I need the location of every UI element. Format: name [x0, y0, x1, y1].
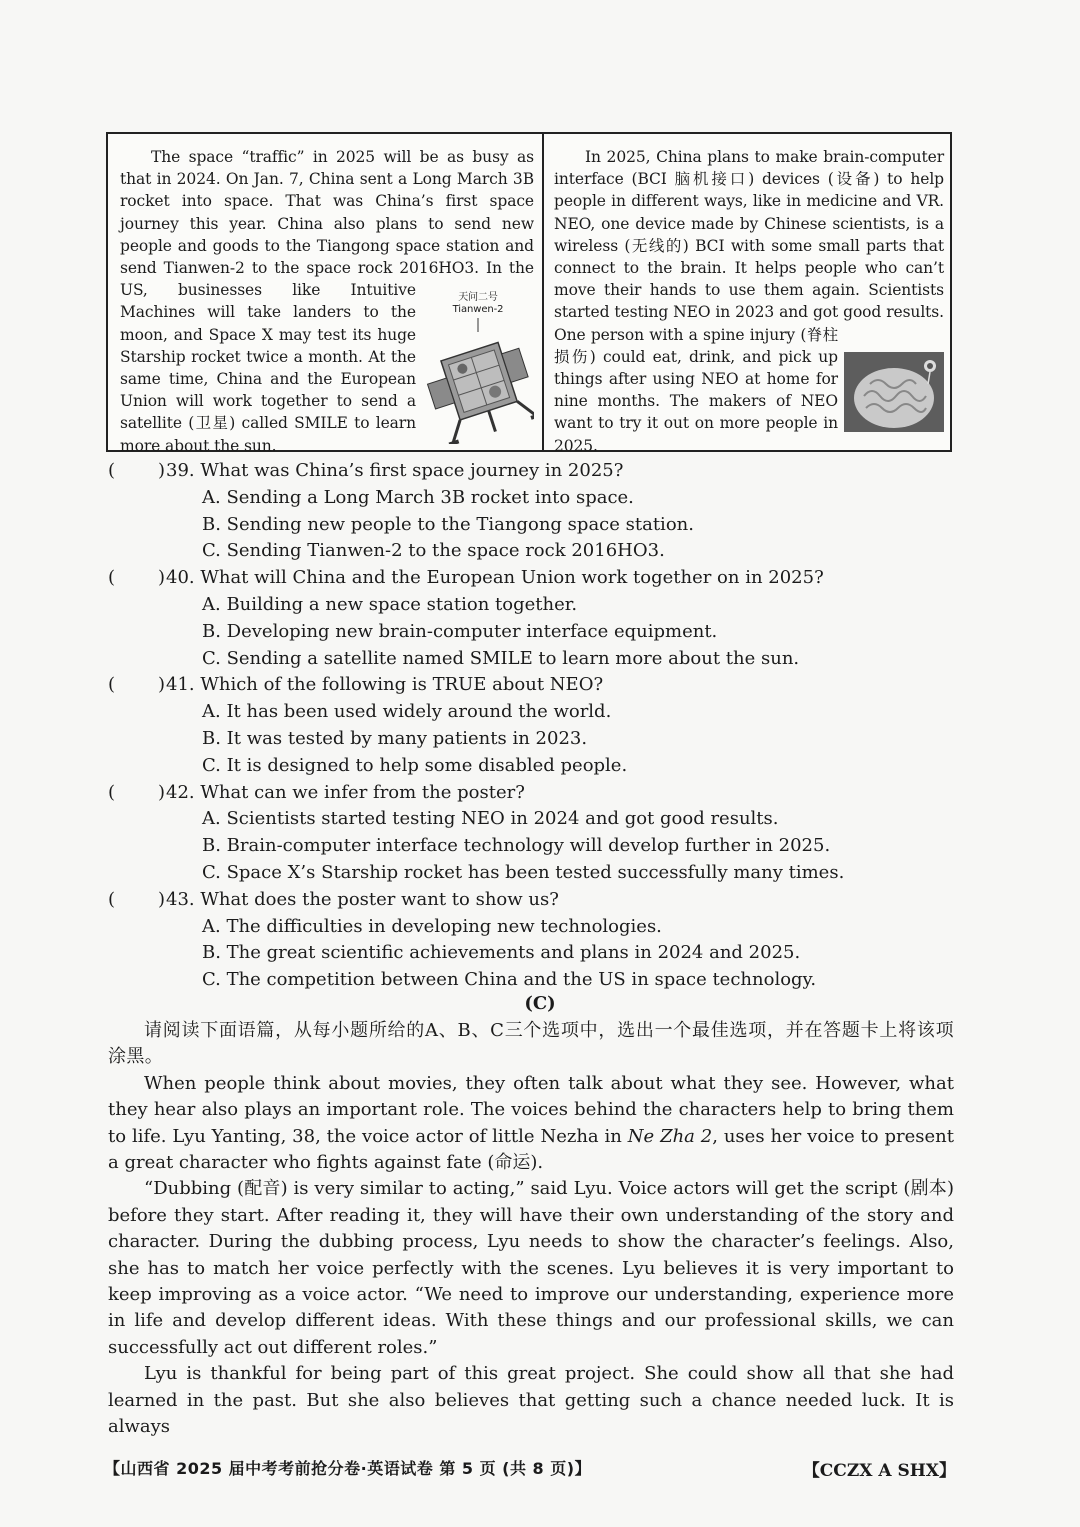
question-41	[108, 672, 958, 779]
option-c: C. Sending a satellite named SMILE to learn more about the sun.	[202, 647, 800, 669]
poster-column-divider	[542, 134, 544, 450]
option-c: C. Space X’s Starship rocket has been tested successfully many times.	[202, 861, 845, 883]
brain-illustration	[844, 352, 944, 432]
option-c: C. The competition between China and the US in space technology.	[202, 969, 817, 991]
option-a: A. It has been used widely around the world.	[202, 701, 612, 723]
question-40	[108, 565, 958, 672]
tianwen-caption-cn: 天问二号	[458, 292, 498, 303]
movie-title: Ne Zha 2	[627, 1125, 713, 1147]
option-b: B. Sending new people to the Tiangong space station.	[202, 513, 694, 535]
answer-paren-open: (	[108, 888, 116, 910]
answer-paren-open: (	[108, 674, 116, 696]
answer-paren-close: )	[158, 888, 166, 910]
footer-code: 【CCZX A SHX】	[802, 1461, 956, 1481]
poster-right-text: In 2025, China plans to make brain-computer interface (BCI 脑机接口) devices (设备) to help people in different ways, like in medicine and VR. NEO, one device made by Chinese scientists, is a wireless (无线的) BCI with some small parts that connect to the brain. It helps people who can’t move their hands to use them again. Scientists started testing NEO in 2023 and got good results. One person with a spine injury (脊柱损伤) could eat, drink, and pick up things after using NEO at home for nine months. The makers of NEO want to try it out on more people in 2025.	[554, 148, 944, 455]
poster-left-text: The space “traffic” in 2025 will be as busy as that in 2024. On Jan. 7, China sent a Long March 3B rocket into space. That was China’s first space journey this year. China also plans to send new people and goods to the Tiangong space station and send Tianwen-2 to the space rock 2016HO3. In the US, businesses like Intuitive Machines will take landers to the moon, and Space X may test its huge Starship rocket twice a month. At the same time, China and the European Union will work together to send a satellite (卫星) called SMILE to learn more about the sun.	[120, 148, 534, 455]
page-footer	[104, 1456, 956, 1484]
answer-paren-open: (	[108, 781, 116, 803]
paragraph-text: When people think about movies, they often talk about what they see. However, what they hear also plays an important role. The voices behind the characters help to bring them to life. Lyu Yanting, 38, the voice actor of little Nezha in	[108, 1072, 954, 1147]
option-a: A. Scientists started testing NEO in 2024 and got good results.	[202, 808, 779, 830]
question-stem: 43. What does the poster want to show us?	[166, 888, 559, 910]
option-a: A. The difficulties in developing new technologies.	[202, 915, 662, 937]
answer-paren-close: )	[158, 567, 166, 589]
brain-device-image	[844, 352, 944, 432]
question-stem: 41. Which of the following is TRUE about NEO?	[166, 674, 604, 696]
paragraph-text: , uses her voice to present a great character who fights against fate (命运).	[108, 1125, 954, 1174]
reading-passage-c	[108, 1018, 954, 1441]
question-43	[108, 887, 958, 994]
answer-paren-open: (	[108, 460, 116, 481]
section-instruction: 请阅读下面语篇，从每小题所给的A、B、C三个选项中，选出一个最佳选项，并在答题卡上将该项涂黑。	[108, 1020, 954, 1068]
answer-paren-close: )	[158, 674, 166, 696]
passage-paragraph-3: Lyu is thankful for being part of this great project. She could show all that she had learned in the past. But she also believes that getting such a chance needed luck. It is always	[108, 1363, 954, 1438]
question-39	[108, 458, 958, 565]
poster-right-column	[554, 146, 944, 457]
option-a: A. Building a new space station together.	[202, 593, 578, 615]
spacecraft-illustration	[422, 292, 534, 444]
answer-paren-close: )	[158, 781, 166, 803]
question-stem: 39. What was China’s first space journey in 2025?	[166, 460, 624, 481]
option-c: C. It is designed to help some disabled people.	[202, 754, 628, 776]
option-b: B. The great scientific achievements and plans in 2024 and 2025.	[202, 942, 801, 964]
answer-paren-open: (	[108, 567, 116, 589]
section-heading: (C)	[524, 993, 556, 1014]
question-stem: 40. What will China and the European Union work together on in 2025?	[166, 567, 824, 589]
tianwen-caption-en: Tianwen-2	[452, 304, 504, 315]
poster-left-column	[120, 146, 534, 457]
option-b: B. It was tested by many patients in 2023.	[202, 727, 588, 749]
tianwen-2-probe-image	[422, 292, 534, 444]
option-b: B. Developing new brain-computer interface equipment.	[202, 620, 718, 642]
option-a: A. Sending a Long March 3B rocket into space.	[202, 486, 634, 508]
question-stem: 42. What can we infer from the poster?	[166, 781, 525, 803]
option-c: C. Sending Tianwen-2 to the space rock 2016HO3.	[202, 540, 665, 562]
passage-paragraph-2: “Dubbing (配音) is very similar to acting,” said Lyu. Voice actors will get the script (剧本) before they start. After reading it, they will have their own understanding of the story and character. During the dubbing process, Lyu needs to show the character’s feelings. Also, she has to match her voice perfectly with the scenes. Lyu believes it is very important to keep improving as a voice actor. “We need to improve our understanding, experience more in life and develop different ideas. With these things and our professional skills, we can successfully act out different roles.”	[108, 1178, 954, 1358]
answer-paren-close: )	[158, 460, 166, 481]
reading-poster	[106, 132, 952, 455]
question-42	[108, 780, 958, 887]
passage-paragraph-1	[108, 1071, 954, 1177]
footer-exam-info: 【山西省 2025 届中考考前抢分卷·英语试卷 第 5 页 (共 8 页)】	[104, 1459, 592, 1478]
question-list	[108, 458, 958, 994]
option-b: B. Brain-computer interface technology will develop further in 2025.	[202, 835, 831, 857]
